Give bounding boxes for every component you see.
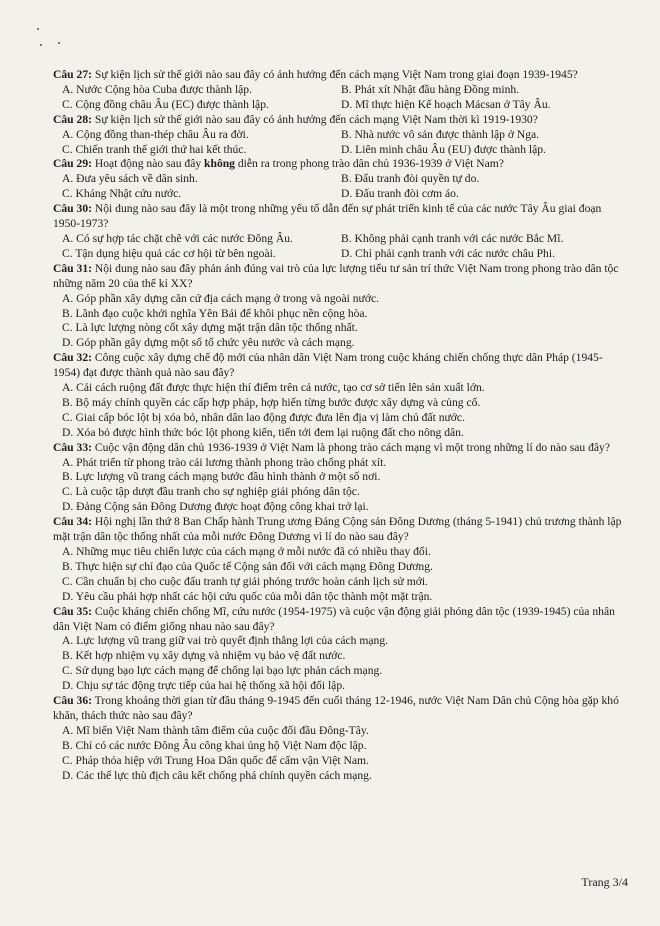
- answer-option: A. Nước Cộng hòa Cuba được thành lập.: [62, 82, 253, 96]
- answer-options: [53, 724, 628, 784]
- answer-option: C. Chiến tranh thế giới thứ hai kết thúc.: [62, 142, 247, 156]
- answer-option: A. Có sự hợp tác chặt chẽ với các nước Đông Âu.: [62, 231, 293, 245]
- answer-option: B. Đấu tranh đòi quyền tự do.: [341, 172, 480, 186]
- answer-option: C. Là lực lượng nòng cốt xây dựng mặt trận dân tộc thống nhất.: [62, 321, 358, 335]
- answer-option: D. Chịu sự tác động trực tiếp của hai hệ thống xã hội đối lập.: [62, 679, 346, 693]
- page-number: Trang 3/4: [581, 875, 628, 889]
- answer-options: [53, 83, 628, 113]
- answer-option: D. Đảng Cộng sản Đông Dương được hoạt động công khai trở lại.: [62, 500, 369, 514]
- answer-options: [53, 634, 628, 694]
- question-block: [53, 68, 628, 113]
- question-number: Câu 27:: [53, 68, 92, 81]
- answer-option: B. Phát xít Nhật đầu hàng Đồng minh.: [341, 82, 520, 96]
- answer-option: C. Tận dụng hiệu quả các cơ hội từ bên ngoài.: [62, 246, 276, 260]
- question-text: Cuộc vận động dân chủ 1936-1939 ở Việt Nam là phong trào cách mạng vì một trong những lí do nào sau đây?: [91, 440, 610, 454]
- scan-speck: [58, 42, 60, 44]
- question-text: Hội nghị lần thứ 8 Ban Chấp hành Trung ương Đảng Cộng sản Đông Dương (tháng 5-1941) chủ trương thành lập mặt trận dân tộc thống nhất của mỗi nước Đông Dương vì lí do nào sau đây?: [53, 515, 622, 544]
- question-stem: [53, 441, 628, 456]
- question-block: [53, 113, 628, 158]
- scan-speck: [40, 44, 42, 46]
- answer-option: B. Kết hợp nhiệm vụ xây dựng và nhiệm vụ bảo vệ đất nước.: [62, 649, 346, 663]
- answer-option: A. Đưa yêu sách về dân sinh.: [62, 172, 198, 186]
- answer-options: [53, 456, 628, 516]
- question-stem: [53, 605, 628, 635]
- answer-option: B. Bộ máy chính quyền các cấp hợp pháp, hợp hiến từng bước được xây dựng và củng cố.: [62, 395, 481, 409]
- answer-option: C. Pháp thỏa hiệp với Trung Hoa Dân quốc để cấm vận Việt Nam.: [62, 753, 369, 767]
- question-stem: [53, 113, 628, 128]
- answer-options: [53, 292, 628, 352]
- question-text: Hoạt động nào sau đây: [91, 157, 205, 171]
- answer-option: D. Yêu cầu phải hợp nhất các hội cứu quốc của mỗi dân tộc thành một mặt trận.: [62, 589, 433, 603]
- question-block: [53, 694, 628, 783]
- question-block: [53, 605, 628, 694]
- question-text: Sự kiện lịch sử thế giới nào sau đây có ảnh hưởng đến cách mạng Việt Nam trong giai đoạn 1939-1945?: [91, 68, 578, 81]
- answer-options: [53, 172, 628, 202]
- question-number: Câu 36:: [53, 694, 92, 708]
- question-text: Sự kiện lịch sử thế giới nào sau đây có ảnh hưởng đến cách mạng Việt Nam thời kì 1919-1930?: [91, 112, 538, 126]
- answer-option: A. Cải cách ruộng đất được thực hiện thí điểm trên cả nước, tạo cơ sở tiến lên sản xuất lớn.: [62, 381, 485, 395]
- answer-option: D. Đấu tranh đòi cơm áo.: [341, 187, 459, 201]
- question-stem: [53, 157, 628, 172]
- question-stem: [53, 351, 628, 381]
- answer-option: B. Lực lượng vũ trang cách mạng bước đầu hình thành ở một số nơi.: [62, 470, 381, 484]
- questions-list: [53, 68, 628, 784]
- answer-option: D. Xóa bỏ được hình thức bóc lột phong kiến, tiến tới đem lại ruộng đất cho nông dân.: [62, 425, 464, 439]
- answer-option: D. Mĩ thực hiện Kế hoạch Mácsan ở Tây Âu.: [341, 97, 551, 111]
- question-number: Câu 29:: [53, 157, 92, 171]
- question-text: Công cuộc xây dựng chế độ mới của nhân dân Việt Nam trong cuộc kháng chiến chống thực dân Pháp (1945-1954) đạt được thành quả nào sau đây?: [53, 351, 603, 380]
- question-text: Trong khoảng thời gian từ đầu tháng 9-1945 đến cuối tháng 12-1946, nước Việt Nam Dân chủ Cộng hòa gặp khó khăn, thách thức nào sau đây?: [53, 694, 619, 722]
- question-block: [53, 515, 628, 604]
- answer-option: C. Cộng đồng châu Âu (EC) được thành lập.: [62, 97, 269, 111]
- question-number: Câu 28:: [53, 112, 92, 126]
- question-emphasis: không: [204, 157, 235, 171]
- question-number: Câu 34:: [53, 515, 92, 529]
- answer-option: B. Chỉ có các nước Đông Âu công khai ủng hộ Việt Nam độc lập.: [62, 738, 367, 752]
- question-stem: [53, 202, 628, 232]
- answer-options: [53, 381, 628, 441]
- answer-option: A. Góp phần xây dựng căn cứ địa cách mạng ở trong và ngoài nước.: [62, 291, 379, 305]
- answer-option: C. Sử dụng bạo lực cách mạng để chống lại bạo lực phản cách mạng.: [62, 664, 383, 678]
- answer-option: A. Lực lượng vũ trang giữ vai trò quyết định thắng lợi của cách mạng.: [62, 634, 389, 648]
- question-number: Câu 30:: [53, 202, 92, 216]
- scan-speck: [37, 28, 39, 30]
- answer-option: A. Những mục tiêu chiến lược của cách mạng ở mỗi nước đã có nhiều thay đổi.: [62, 545, 431, 558]
- answer-option: B. Thực hiện sự chỉ đạo của Quốc tế Cộng sản đối với cách mạng Đông Dương.: [62, 559, 433, 573]
- answer-options: [53, 128, 628, 158]
- question-stem: [53, 68, 628, 83]
- question-block: [53, 441, 628, 516]
- question-stem: [53, 262, 628, 292]
- question-text: Nội dung nào sau đây là một trong những yếu tố dẫn đến sự phát triển kinh tế của các nước Tây Âu giai đoạn 1950-1973?: [53, 202, 602, 231]
- question-text: Nội dung nào sau đây phản ánh đúng vai trò của lực lượng tiểu tư sản trí thức Việt Nam trong phong trào dân tộc những năm 20 của thế kỉ XX?: [53, 261, 619, 290]
- question-stem: [53, 694, 628, 724]
- question-number: Câu 31:: [53, 261, 92, 275]
- answer-option: A. Phát triển từ phong trào cải lương thành phong trào chống phát xít.: [62, 455, 387, 469]
- answer-option: A. Cộng đồng than-thép châu Âu ra đời.: [62, 127, 249, 141]
- question-text: Cuộc kháng chiến chống Mĩ, cứu nước (1954-1975) và cuộc vận động giải phóng dân tộc (1939-1945) của nhân dân Việt Nam có điểm giống nhau nào sau đây?: [53, 604, 615, 633]
- answer-option: B. Không phải cạnh tranh với các nước Bắc Mĩ.: [341, 231, 564, 245]
- answer-option: C. Kháng Nhật cứu nước.: [62, 187, 182, 201]
- answer-option: D. Chỉ phải cạnh tranh với các nước châu Phi.: [341, 246, 555, 260]
- answer-option: B. Nhà nước vô sản được thành lập ở Nga.: [341, 127, 540, 141]
- answer-option: C. Cần chuẩn bị cho cuộc đấu tranh tự giải phóng trước hoàn cảnh lịch sử mới.: [62, 574, 428, 588]
- question-block: [53, 351, 628, 440]
- answer-option: C. Là cuộc tập dượt đầu tranh cho sự nghiệp giải phóng dân tộc.: [62, 485, 360, 499]
- answer-option: D. Các thế lực thù địch câu kết chống phá chính quyền cách mạng.: [62, 768, 372, 782]
- answer-option: D. Liên minh châu Âu (EU) được thành lập.: [341, 142, 546, 156]
- question-number: Câu 33:: [53, 440, 92, 454]
- question-block: [53, 157, 628, 202]
- question-block: [53, 202, 628, 262]
- question-number: Câu 32:: [53, 351, 92, 365]
- answer-options: [53, 545, 628, 605]
- answer-option: B. Lãnh đạo cuộc khởi nghĩa Yên Bái để khôi phục nền cộng hòa.: [62, 306, 368, 320]
- question-number: Câu 35:: [53, 604, 92, 618]
- answer-options: [53, 232, 628, 262]
- answer-option: A. Mĩ biến Việt Nam thành tâm điểm của cuộc đối đầu Đông-Tây.: [62, 723, 369, 737]
- question-text: diễn ra trong phong trào dân chủ 1936-1939 ở Việt Nam?: [234, 157, 504, 171]
- answer-option: D. Góp phần gây dựng một số tổ chức yêu nước và cách mạng.: [62, 336, 355, 350]
- answer-option: C. Giai cấp bóc lột bị xóa bỏ, nhân dân lao động được đưa lên địa vị làm chủ đất nước.: [62, 410, 465, 424]
- question-block: [53, 262, 628, 351]
- question-stem: [53, 515, 628, 545]
